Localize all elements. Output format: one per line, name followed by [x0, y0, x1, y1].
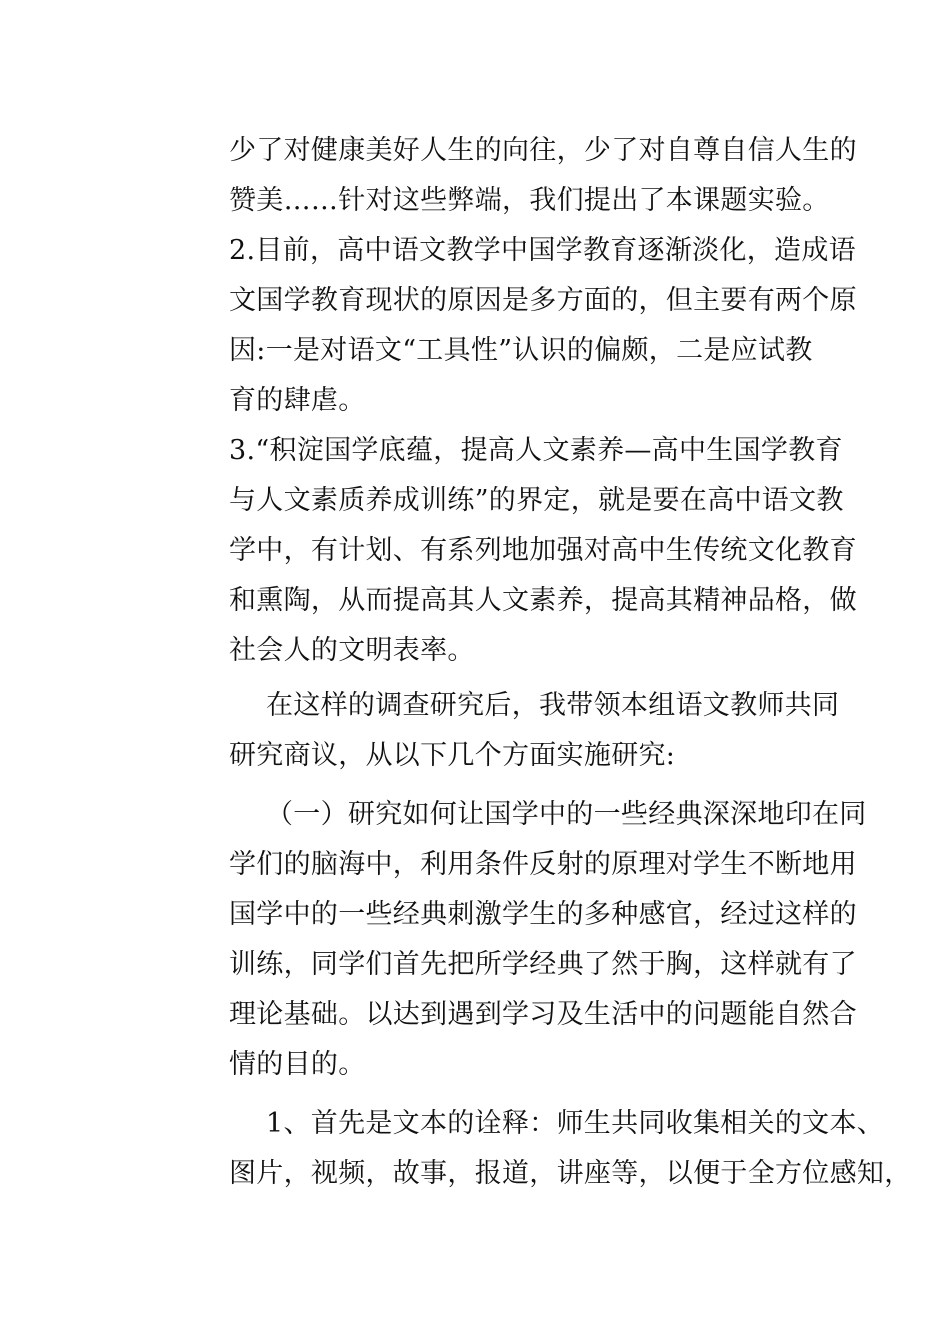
- text-line: 学中，有计划、有系列地加强对高中生传统文化教育: [229, 535, 857, 566]
- text-line: 研究商议，从以下几个方面实施研究:: [229, 740, 676, 771]
- text-line: 情的目的。: [229, 1049, 366, 1080]
- text-line: 因:一是对语文“工具性”认识的偏颇，二是应试教: [229, 335, 813, 366]
- text-line: 2.目前，高中语文教学中国学教育逐渐淡化，造成语: [229, 235, 856, 266]
- text-line: 社会人的文明表率。: [229, 635, 475, 666]
- text-line: 与人文素质养成训练”的界定，就是要在高中语文教: [229, 485, 844, 516]
- paragraph-first-line: 在这样的调查研究后，我带领本组语文教师共同: [266, 690, 840, 721]
- text-line: 育的肆虐。: [229, 385, 366, 416]
- text-line: 学们的脑海中，利用条件反射的原理对学生不断地用: [229, 849, 857, 880]
- text-line: 理论基础。以达到遇到学习及生活中的问题能自然合: [229, 999, 857, 1030]
- text-line: 赞美……针对这些弊端，我们提出了本课题实验。: [229, 185, 830, 216]
- text-line: 和熏陶，从而提高其人文素养，提高其精神品格，做: [229, 585, 857, 616]
- text-line: 训练，同学们首先把所学经典了然于胸，这样就有了: [229, 949, 857, 980]
- paragraph-first-line: 1、首先是文本的诠释：师生共同收集相关的文本、: [266, 1108, 885, 1139]
- text-line: 文国学教育现状的原因是多方面的，但主要有两个原: [229, 285, 857, 316]
- text-line: 国学中的一些经典刺激学生的多种感官，经过这样的: [229, 899, 857, 930]
- text-line: 少了对健康美好人生的向往，少了对自尊自信人生的: [229, 135, 857, 166]
- text-line: 图片，视频，故事，报道，讲座等，以便于全方位感知，: [229, 1158, 912, 1189]
- text-line: 3.“积淀国学底蕴，提高人文素养—高中生国学教育: [229, 435, 843, 466]
- paragraph-first-line: （一）研究如何让国学中的一些经典深深地印在同: [266, 799, 867, 830]
